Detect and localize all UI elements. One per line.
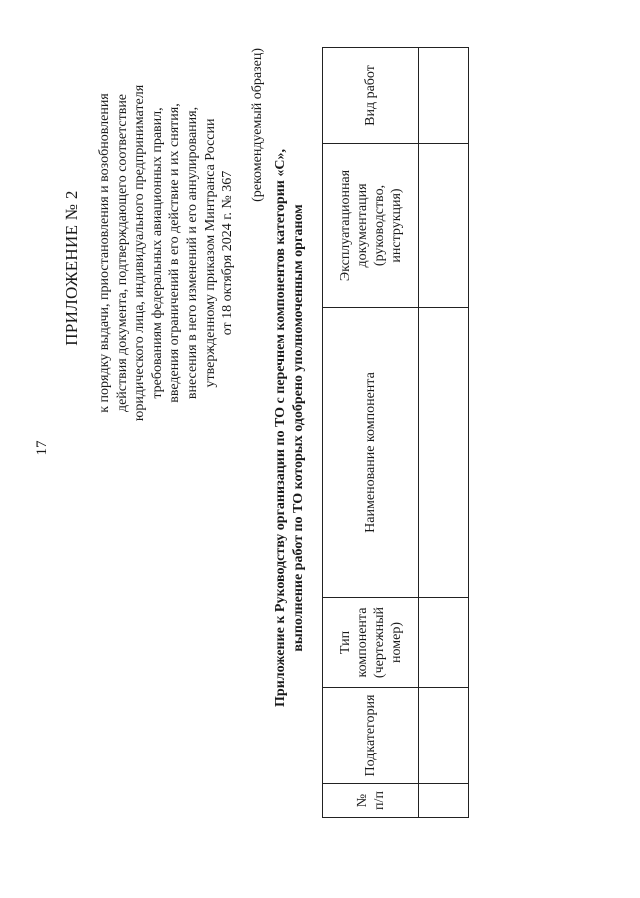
appendix-title: ПРИЛОЖЕНИЕ № 2	[62, 190, 81, 346]
table-cell	[419, 688, 469, 784]
table-cell	[419, 48, 469, 144]
table-header-row	[323, 48, 419, 818]
header-number: № п/п	[323, 784, 419, 818]
table-cell	[419, 144, 469, 308]
appendix-reference: к порядку выдачи, приостановления и возобновления действия документа, подтверждающего соответствие юридического лица, индивидуального предпринимателя требованиям федеральных авиационных правил, введения ограничений в его действие и их снятия, внесения в него изменений и его аннулирования, утвержденному приказом Минтранса России от 18 октября 2024 г. № 367	[97, 84, 236, 422]
table-cell	[419, 784, 469, 818]
header-work-type: Вид работ	[323, 48, 419, 144]
header-component-type: Тип компонента (чертежный номер)	[323, 598, 419, 688]
header-subcategory: Подкатегория	[323, 688, 419, 784]
header-component-name: Наименование компонента	[323, 308, 419, 598]
document-title: Приложение к Руководству организации по ТО с перечнем компонентов категории «С», выполнение работ по ТО которых одобрено уполномоченным органом	[273, 149, 306, 707]
table-cell	[419, 308, 469, 598]
sample-note: (рекомендуемый образец)	[250, 48, 265, 202]
page-number: 17	[34, 440, 50, 456]
table-row	[419, 48, 469, 818]
header-documentation: Эксплуатационная документация (руководство, инструкция)	[323, 144, 419, 308]
table-cell	[419, 598, 469, 688]
components-table	[322, 47, 469, 818]
